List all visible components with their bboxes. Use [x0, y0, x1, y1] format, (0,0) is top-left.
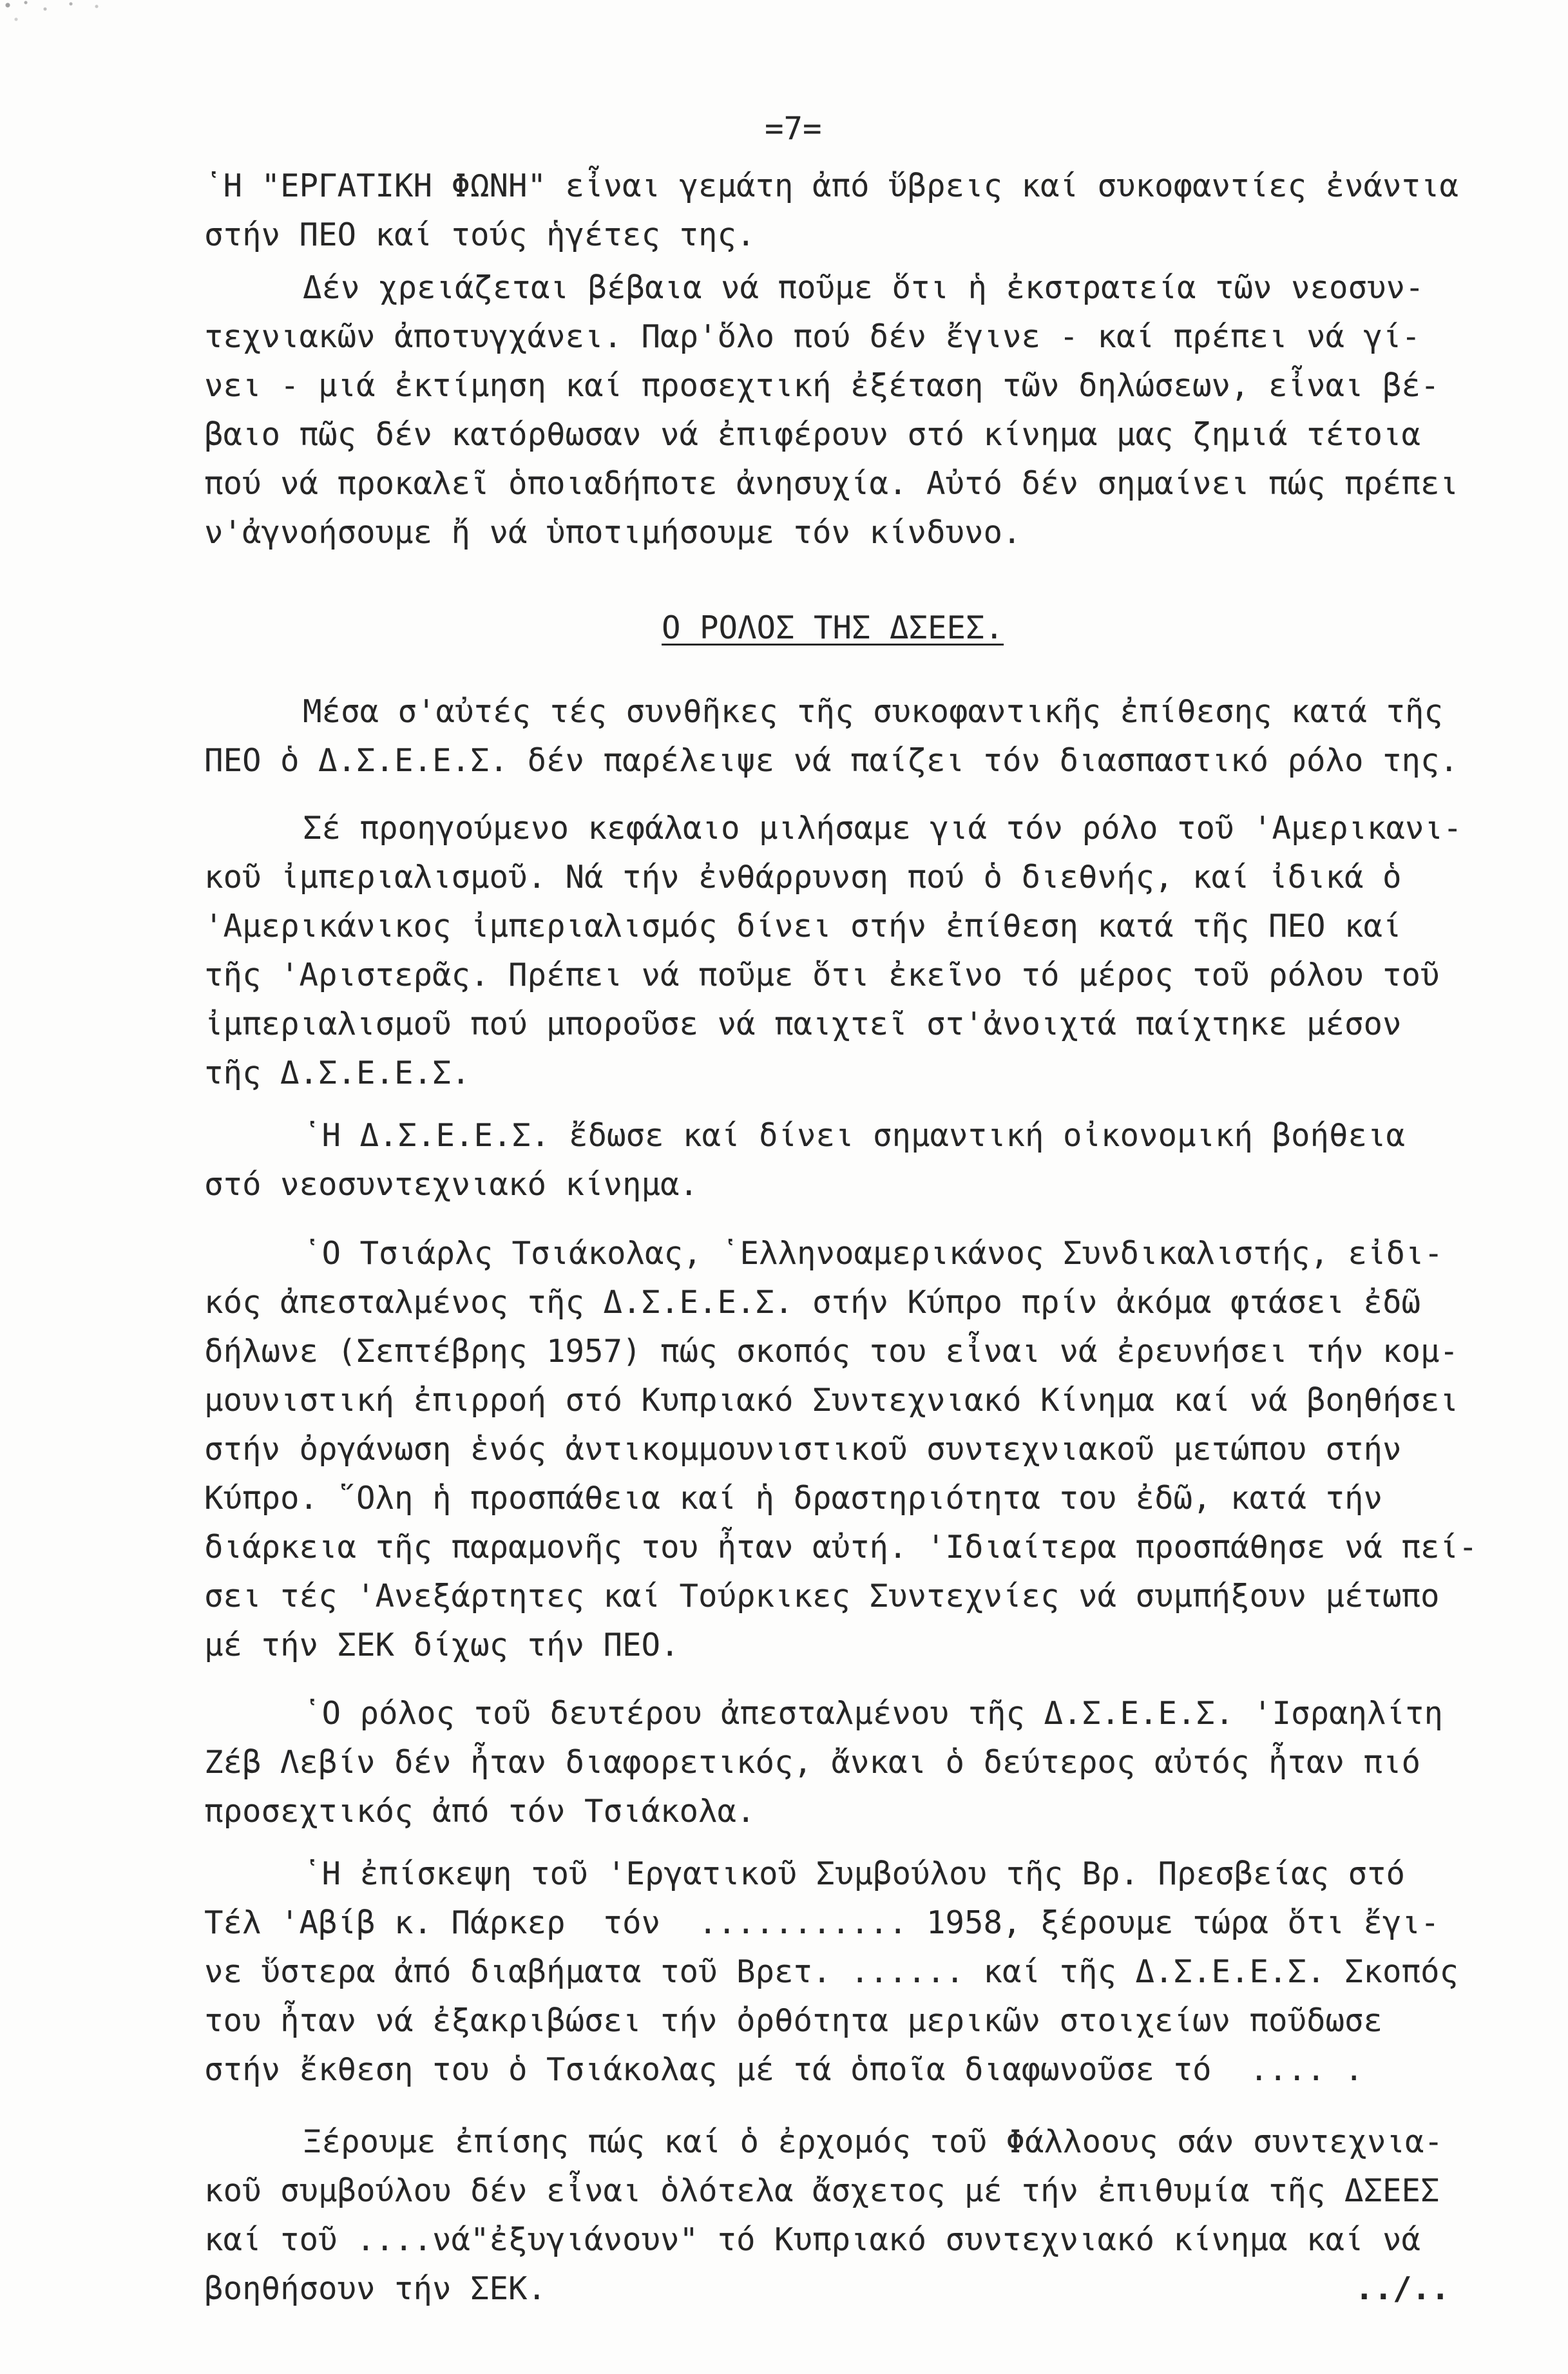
- text-line: Τέλ 'Αβίβ κ. Πάρκερ τόν ........... 1958, ξέρουμε τώρα ὅτι ἔγι-: [204, 1904, 1440, 1941]
- text-line: κός ἀπεσταλμένος τῆς Δ.Σ.Ε.Ε.Σ. στήν Κύπρο πρίν ἀκόμα φτάσει ἐδῶ: [204, 1284, 1421, 1321]
- text-line: ν'ἀγνοήσουμε ἤ νά ὑποτιμήσουμε τόν κίνδυνο.: [204, 514, 1022, 551]
- paragraph: [204, 804, 1544, 1098]
- text-line: κοῦ συμβούλου δέν εἶναι ὁλότελα ἄσχετος μέ τήν ἐπιθυμία τῆς ΔΣΕΕΣ: [204, 2172, 1440, 2209]
- text-line: Σέ προηγούμενο κεφάλαιο μιλήσαμε γιά τόν ρόλο τοῦ 'Αμερικανι-: [303, 810, 1462, 847]
- paragraph: [204, 1850, 1544, 2094]
- text-line: Κύπρο. ῞Ολη ἡ προσπάθεια καί ἡ δραστηριότητα του ἐδῶ, κατά τήν: [204, 1480, 1383, 1517]
- text-line: 'Αμερικάνικος ἰμπεριαλισμός δίνει στήν ἐπίθεση κατά τῆς ΠΕΟ καί: [204, 908, 1402, 944]
- paragraph: [204, 1689, 1544, 1836]
- text-line: του ἦταν νά ἐξακριβώσει τήν ὀρθότητα μερικῶν στοιχείων ποῦδωσε: [204, 2002, 1383, 2039]
- paragraph: [204, 1229, 1544, 1670]
- paragraph: [204, 687, 1544, 785]
- continuation-mark: ../..: [1355, 2270, 1450, 2307]
- text-line: προσεχτικός ἀπό τόν Τσιάκολα.: [204, 1793, 756, 1830]
- text-line: στήν ΠΕΟ καί τούς ἡγέτες της.: [204, 216, 756, 253]
- text-line: Δέν χρειάζεται βέβαια νά ποῦμε ὅτι ἡ ἐκστρατεία τῶν νεοσυν-: [303, 269, 1424, 306]
- text-line: τῆς Δ.Σ.Ε.Ε.Σ.: [204, 1055, 471, 1091]
- text-line: ῾Ο ρόλος τοῦ δευτέρου ἀπεσταλμένου τῆς Δ.Σ.Ε.Ε.Σ. 'Ισραηλίτη: [303, 1695, 1444, 1732]
- text-line: βαιο πῶς δέν κατόρθωσαν νά ἐπιφέρουν στό κίνημα μας ζημιά τέτοια: [204, 416, 1421, 453]
- paragraph: [204, 162, 1544, 260]
- scan-speckle: [0, 0, 167, 39]
- text-line: νει - μιά ἐκτίμηση καί προσεχτική ἐξέταση τῶν δηλώσεων, εἶναι βέ-: [204, 367, 1440, 404]
- text-line: ῾Ο Τσιάρλς Τσιάκολας, ῾Ελληνοαμερικάνος Συνδικαλιστής, εἰδι-: [303, 1235, 1444, 1272]
- paragraph: [204, 1111, 1544, 1209]
- text-line: μέ τήν ΣΕΚ δίχως τήν ΠΕΟ.: [204, 1627, 680, 1663]
- section-heading: Ο ΡΟΛΟΣ ΤΗΣ ΔΣΕΕΣ.: [662, 609, 1004, 646]
- text-line: νε ὕστερα ἀπό διαβήματα τοῦ Βρετ. ...... καί τῆς Δ.Σ.Ε.Ε.Σ. Σκοπός: [204, 1953, 1459, 1990]
- text-line: Ζέβ Λεβίν δέν ἦταν διαφορετικός, ἄνκαι ὁ δεύτερος αὐτός ἦταν πιό: [204, 1744, 1421, 1781]
- text-line: ἰμπεριαλισμοῦ πού μποροῦσε νά παιχτεῖ στ'ἀνοιχτά παίχτηκε μέσον: [204, 1006, 1402, 1042]
- text-line: ῾Η "ΕΡΓΑΤΙΚΗ ΦΩΝΗ" εἶναι γεμάτη ἀπό ὕβρεις καί συκοφαντίες ἐνάντια: [204, 168, 1459, 204]
- text-line: δήλωνε (Σεπτέβρης 1957) πώς σκοπός του εἶναι νά ἐρευνήσει τήν κομ-: [204, 1333, 1459, 1370]
- text-line: ῾Η Δ.Σ.Ε.Ε.Σ. ἔδωσε καί δίνει σημαντική οἰκονομική βοήθεια: [303, 1117, 1406, 1154]
- text-line: Ξέρουμε ἐπίσης πώς καί ὁ ἐρχομός τοῦ Φάλλοους σάν συντεχνια-: [303, 2123, 1444, 2160]
- text-line: διάρκεια τῆς παραμονῆς του ἦταν αὐτή. 'Ιδιαίτερα προσπάθησε νά πεί-: [204, 1529, 1478, 1565]
- text-line: βοηθήσουν τήν ΣΕΚ.: [204, 2270, 547, 2307]
- page-number: =7=: [765, 110, 822, 147]
- text-line: καί τοῦ ....νά"ἐξυγιάνουν" τό Κυπριακό συντεχνιακό κίνημα καί νά: [204, 2221, 1421, 2258]
- text-line: τεχνιακῶν ἀποτυγχάνει. Παρ'ὅλο πού δέν ἔγινε - καί πρέπει νά γί-: [204, 318, 1421, 355]
- paragraph: [204, 263, 1544, 557]
- text-line: στό νεοσυντεχνιακό κίνημα.: [204, 1166, 699, 1203]
- text-line: κοῦ ἰμπεριαλισμοῦ. Νά τήν ἐνθάρρυνση πού ὁ διεθνής, καί ἰδικά ὁ: [204, 859, 1402, 895]
- text-line: στήν ὀργάνωση ἑνός ἀντικομμουνιστικοῦ συντεχνιακοῦ μετώπου στήν: [204, 1431, 1402, 1468]
- text-line: πού νά προκαλεῖ ὁποιαδήποτε ἀνησυχία. Αὐτό δέν σημαίνει πώς πρέπει: [204, 465, 1459, 502]
- text-line: τῆς 'Αριστερᾶς. Πρέπει νά ποῦμε ὅτι ἐκεῖνο τό μέρος τοῦ ρόλου τοῦ: [204, 957, 1440, 993]
- text-line: Μέσα σ'αὐτές τές συνθῆκες τῆς συκοφαντικῆς ἐπίθεσης κατά τῆς: [303, 693, 1444, 730]
- paragraph: [204, 2118, 1544, 2313]
- text-line: ΠΕΟ ὁ Δ.Σ.Ε.Ε.Σ. δέν παρέλειψε νά παίζει τόν διασπαστικό ρόλο της.: [204, 742, 1459, 779]
- text-line: ῾Η ἐπίσκεψη τοῦ 'Εργατικοῦ Συμβούλου τῆς Βρ. Πρεσβείας στό: [303, 1855, 1406, 1892]
- text-line: σει τές 'Ανεξάρτητες καί Τούρκικες Συντεχνίες νά συμπήξουν μέτωπο: [204, 1578, 1440, 1614]
- text-line: μουνιστική ἐπιρροή στό Κυπριακό Συντεχνιακό Κίνημα καί νά βοηθήσει: [204, 1382, 1459, 1419]
- text-line: στήν ἔκθεση του ὁ Τσιάκολας μέ τά ὁποῖα διαφωνοῦσε τό .... .: [204, 2051, 1364, 2088]
